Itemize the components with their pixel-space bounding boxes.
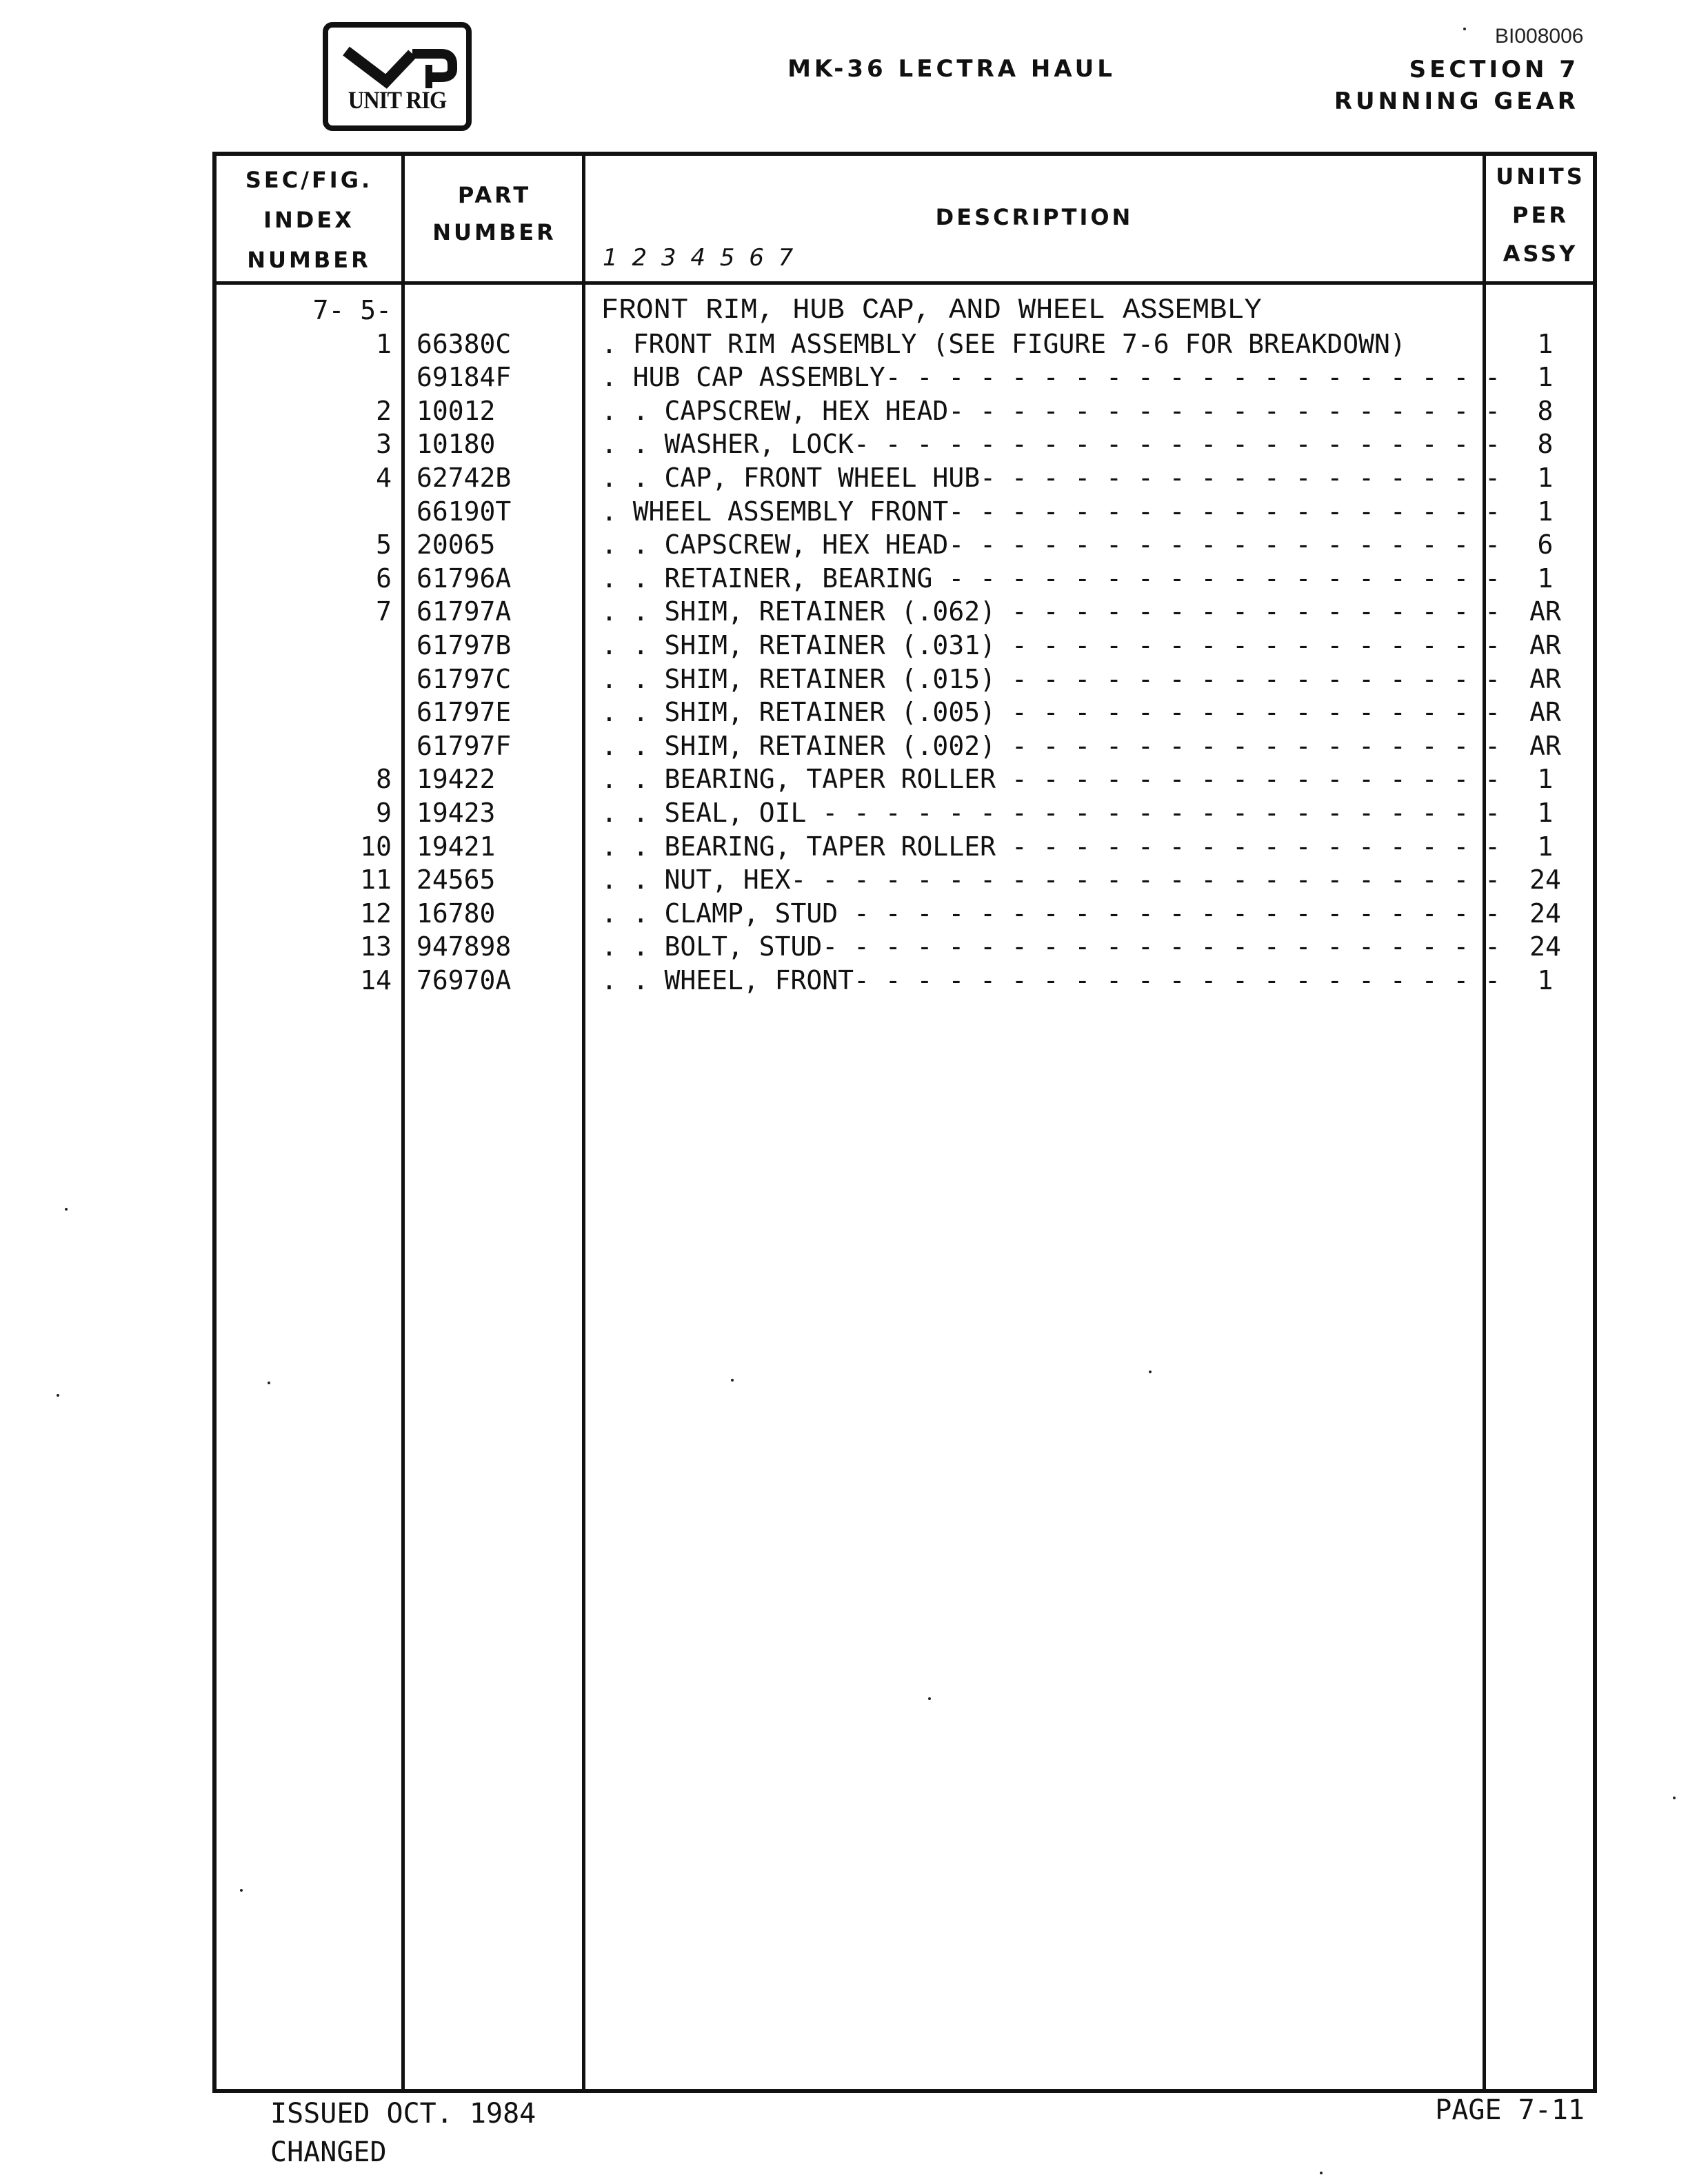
description-cell: . . SEAL, OIL - - - - - - - - - - - - - - - - - - - - - - — [601, 798, 1501, 828]
description-cell: . . BOLT, STUD- - - - - - - - - - - - - - - - - - - - - - — [601, 931, 1501, 962]
part-number-cell: 76970A — [416, 965, 512, 995]
part-number-cell: 61797E — [416, 697, 512, 728]
changed-label: CHANGED — [270, 2136, 387, 2168]
table-row — [217, 361, 1593, 394]
column-header-index-line: INDEX — [263, 207, 354, 233]
units-cell: 24 — [1529, 931, 1561, 962]
description-cell: . . CLAMP, STUD - - - - - - - - - - - - - - - - - - - - - — [601, 898, 1501, 929]
table-row — [217, 629, 1593, 662]
column-header-units-line: UNITS — [1496, 163, 1585, 190]
units-cell: AR — [1529, 630, 1561, 660]
units-cell: 1 — [1537, 831, 1554, 862]
index-cell: 8 — [376, 764, 392, 795]
units-cell: AR — [1529, 697, 1561, 728]
scan-speck — [57, 1394, 59, 1397]
section-name: RUNNING GEAR — [1334, 88, 1579, 115]
description-cell: . . SHIM, RETAINER (.031) - - - - - - - - - - - - - - - - — [601, 630, 1501, 660]
description-cell: . FRONT RIM ASSEMBLY (SEE FIGURE 7-6 FOR BREAKDOWN) — [601, 328, 1406, 359]
scan-speck — [1673, 1797, 1676, 1799]
units-cell: 1 — [1537, 496, 1554, 527]
units-cell: 8 — [1537, 395, 1554, 426]
description-cell: . . WASHER, LOCK- - - - - - - - - - - - - - - - - - - - - — [601, 429, 1501, 460]
table-row — [217, 562, 1593, 595]
description-cell: . HUB CAP ASSEMBLY- - - - - - - - - - - - - - - - - - - - — [601, 362, 1501, 393]
index-cell: 13 — [360, 931, 392, 962]
header-divider — [217, 281, 1593, 285]
units-cell: 24 — [1529, 865, 1561, 896]
description-cell: . . WHEEL, FRONT- - - - - - - - - - - - - - - - - - - - - — [601, 965, 1501, 995]
scan-speck — [65, 1208, 68, 1211]
description-cell: . . SHIM, RETAINER (.062) - - - - - - - - - - - - - - - - — [601, 596, 1501, 627]
units-cell: AR — [1529, 663, 1561, 694]
units-cell: 1 — [1537, 362, 1554, 393]
table-row — [217, 696, 1593, 729]
part-number-cell: 61797B — [416, 630, 512, 660]
description-cell: . . NUT, HEX- - - - - - - - - - - - - - - - - - - - - - - — [601, 865, 1501, 896]
table-row — [217, 595, 1593, 628]
part-number-cell: 19423 — [416, 798, 496, 828]
index-cell: 9 — [376, 798, 392, 828]
part-number-cell: 947898 — [416, 931, 512, 962]
table-row — [217, 294, 1593, 327]
description-cell: . . SHIM, RETAINER (.005) - - - - - - - - - - - - - - - - — [601, 697, 1501, 728]
column-header-part-line: PART — [457, 182, 532, 208]
units-cell: 1 — [1537, 798, 1554, 828]
manual-title: MK-36 LECTRA HAUL — [787, 55, 1116, 83]
parts-list-table — [212, 152, 1597, 2093]
table-row — [217, 394, 1593, 427]
table-row — [217, 427, 1593, 461]
description-cell: . . RETAINER, BEARING - - - - - - - - - - - - - - - - - - — [601, 563, 1501, 594]
table-row — [217, 930, 1593, 963]
description-cell: . . SHIM, RETAINER (.002) - - - - - - - - - - - - - - - - — [601, 730, 1501, 761]
scan-speck — [731, 1379, 734, 1382]
table-row — [217, 528, 1593, 561]
part-number-cell: 69184F — [416, 362, 512, 393]
description-cell: . . CAPSCREW, HEX HEAD- - - - - - - - - - - - - - - - - - — [601, 395, 1501, 426]
table-row — [217, 461, 1593, 494]
index-cell: 12 — [360, 898, 392, 929]
column-header-description: DESCRIPTION — [935, 204, 1134, 230]
index-cell: 7- 5- — [312, 295, 392, 325]
table-row — [217, 796, 1593, 829]
index-cell: 10 — [360, 831, 392, 862]
table-row — [217, 663, 1593, 696]
description-cell: . . BEARING, TAPER ROLLER - - - - - - - - - - - - - - - - — [601, 831, 1501, 862]
scan-speck — [240, 1889, 243, 1892]
index-cell: 7 — [376, 596, 392, 627]
indent-level-numbers: 1 2 3 4 5 6 7 — [603, 244, 794, 272]
table-row — [217, 964, 1593, 997]
footer-issue-info — [270, 2094, 536, 2172]
column-header-units — [1487, 157, 1594, 273]
scan-speck — [1149, 1371, 1152, 1373]
logo-text: UNIT RIG — [348, 86, 447, 114]
scan-speck — [268, 1382, 270, 1384]
scan-speck — [1463, 28, 1466, 30]
index-cell: 3 — [376, 429, 392, 460]
scan-speck — [928, 1697, 931, 1700]
part-number-cell: 19421 — [416, 831, 496, 862]
part-number-cell: 19422 — [416, 764, 496, 795]
part-number-cell: 66190T — [416, 496, 512, 527]
part-number-cell: 16780 — [416, 898, 496, 929]
column-header-index-line: SEC/FIG. — [245, 167, 373, 193]
units-cell: AR — [1529, 596, 1561, 627]
column-header-units-line: PER — [1512, 202, 1569, 228]
section-heading — [1334, 54, 1579, 117]
part-number-cell: 61796A — [416, 563, 512, 594]
part-number-cell: 10012 — [416, 395, 496, 426]
description-cell: . WHEEL ASSEMBLY FRONT- - - - - - - - - - - - - - - - - - — [601, 496, 1501, 527]
part-number-cell: 24565 — [416, 865, 496, 896]
index-cell: 2 — [376, 395, 392, 426]
units-cell: 1 — [1537, 463, 1554, 493]
section-number: SECTION 7 — [1409, 56, 1579, 83]
description-cell: FRONT RIM, HUB CAP, AND WHEEL ASSEMBLY — [601, 294, 1262, 327]
index-cell: 5 — [376, 529, 392, 560]
column-header-part — [407, 176, 582, 251]
units-cell: 8 — [1537, 429, 1554, 460]
description-cell: . . CAP, FRONT WHEEL HUB- - - - - - - - - - - - - - - - - — [601, 463, 1501, 493]
index-cell: 6 — [376, 563, 392, 594]
index-cell: 4 — [376, 463, 392, 493]
part-number-cell: 61797F — [416, 730, 512, 761]
table-row — [217, 762, 1593, 796]
part-number-cell: 61797C — [416, 663, 512, 694]
units-cell: 6 — [1537, 529, 1554, 560]
table-row — [217, 897, 1593, 930]
units-cell: 1 — [1537, 764, 1554, 795]
units-cell: AR — [1529, 730, 1561, 761]
column-header-part-line: NUMBER — [432, 219, 556, 245]
index-cell: 1 — [376, 328, 392, 359]
unit-rig-logo — [323, 22, 472, 131]
table-row — [217, 327, 1593, 361]
index-cell: 14 — [360, 965, 392, 995]
table-row — [217, 830, 1593, 863]
units-cell: 1 — [1537, 965, 1554, 995]
column-header-index-line: NUMBER — [247, 247, 371, 273]
table-row — [217, 729, 1593, 762]
description-cell: . . SHIM, RETAINER (.015) - - - - - - - - - - - - - - - - — [601, 663, 1501, 694]
table-row — [217, 495, 1593, 528]
units-cell: 1 — [1537, 328, 1554, 359]
units-cell: 1 — [1537, 563, 1554, 594]
column-header-index — [221, 160, 397, 280]
part-number-cell: 61797A — [416, 596, 512, 627]
units-cell: 24 — [1529, 898, 1561, 929]
part-number-cell: 66380C — [416, 328, 512, 359]
index-cell: 11 — [360, 865, 392, 896]
description-cell: . . CAPSCREW, HEX HEAD- - - - - - - - - - - - - - - - - - — [601, 529, 1501, 560]
table-row — [217, 863, 1593, 896]
part-number-cell: 20065 — [416, 529, 496, 560]
document-id: BI008006 — [1495, 25, 1584, 48]
part-number-cell: 10180 — [416, 429, 496, 460]
column-header-units-line: ASSY — [1503, 241, 1578, 267]
issued-label: ISSUED — [270, 2098, 370, 2130]
description-cell: . . BEARING, TAPER ROLLER - - - - - - - - - - - - - - - - — [601, 764, 1501, 795]
page-number: PAGE 7-11 — [1435, 2094, 1585, 2126]
part-number-cell: 62742B — [416, 463, 512, 493]
scan-speck — [1320, 2172, 1323, 2174]
issued-date: OCT. 1984 — [386, 2098, 536, 2130]
